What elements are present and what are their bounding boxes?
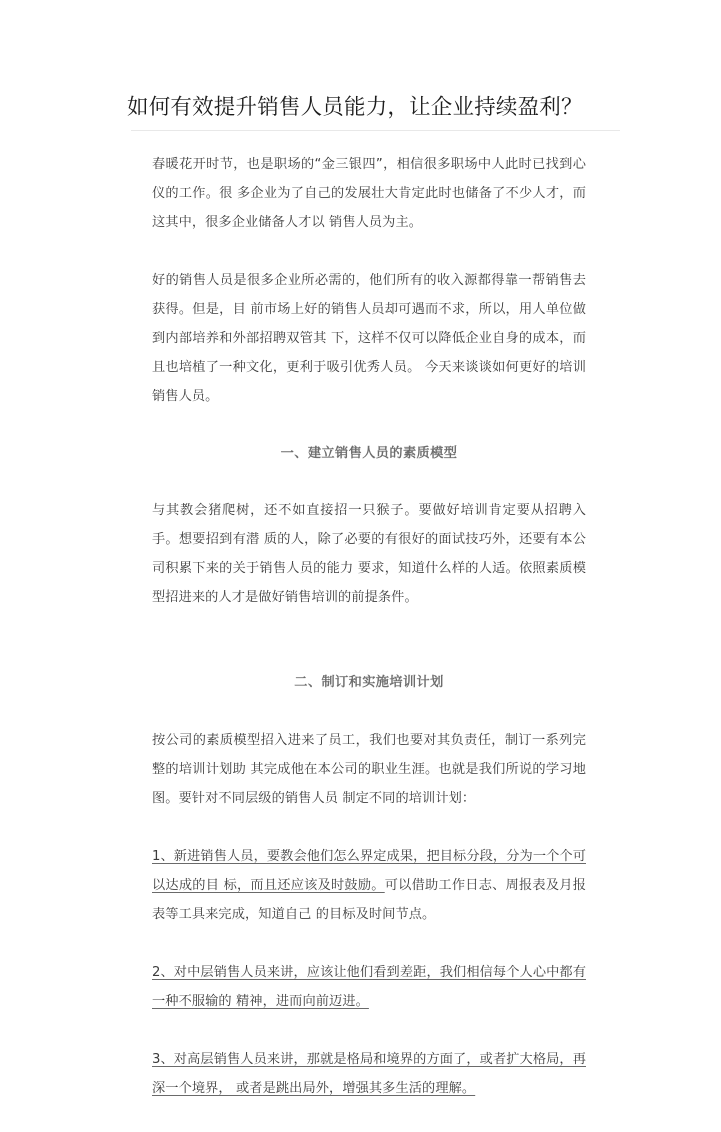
- list-item-underlined-text: 2、对中层销售人员来讲，应该让他们看到差距，我们相信每个人心中都有一种不服输的 精神，进而向前迈进。: [152, 965, 586, 1009]
- list-item: [152, 842, 586, 929]
- paragraph-section-2-body: 按公司的素质模型招入进来了员工，我们也要对其负责任，制订一系列完整的培训计划助 其完成他在本公司的职业生涯。也就是我们所说的学习地图。要针对不同层级的销售人员 制定不同的培训计划：: [152, 733, 586, 806]
- page-title: 如何有效提升销售人员能力，让企业持续盈利？: [127, 95, 583, 121]
- list-item-plain-text: 可以借助工作日志、周报表及月报表等工具来完成，知道自己 的目标及时间节点。: [152, 878, 586, 922]
- document-body: [152, 150, 586, 1132]
- list-item: [152, 1045, 586, 1103]
- spacer: [152, 612, 586, 670]
- paragraph-intro-2: 好的销售人员是很多企业所必需的，他们所有的收入源都得靠一帮销售去获得。但是，目 前市场上好的销售人员却可遇而不求，所以，用人单位做到内部培养和外部招聘双管其 下，这样不仅可以降低企业自身的成本，而且也培植了一种文化，更利于吸引优秀人员。 今天来谈谈如何更好的培训销售人员。: [152, 273, 586, 404]
- list-item-underlined-text: 1、新进销售人员，要教会他们怎么界定成果，把目标分段，分为一个个可以达成的目 标，而且还应该及时鼓励。: [152, 849, 586, 893]
- list-item: [152, 958, 586, 1016]
- spacer: [152, 411, 586, 441]
- section-heading-2: 二、制订和实施培训计划: [294, 675, 444, 690]
- list-item-underlined-text: 3、对高层销售人员来讲，那就是格局和境界的方面了，或者扩大格局，再深一个境界， 或者是跳出局外，增强其多生活的理解。: [152, 1052, 586, 1096]
- section-heading-1: 一、建立销售人员的素质模型: [280, 446, 458, 461]
- title-divider: [131, 130, 620, 131]
- spacer: [152, 696, 586, 726]
- paragraph-intro-1: 春暖花开时节，也是职场的“金三银四”，相信很多职场中人此时已找到心仪的工作。很 多企业为了自己的发展壮大肯定此时也储备了不少人才，而这其中，很多企业储备人才以 销售人员为主。: [152, 157, 586, 230]
- spacer: [152, 467, 586, 496]
- paragraph-section-1-body: 与其教会猪爬树，还不如直接招一只猴子。要做好培训肯定要从招聘入手。想要招到有潜 质的人，除了必要的有很好的面试技巧外，还要有本公司积累下来的关于销售人员的能力 要求，知道什么样的人适。依照素质模型招进来的人才是做好销售培训的前提条件。: [152, 503, 586, 605]
